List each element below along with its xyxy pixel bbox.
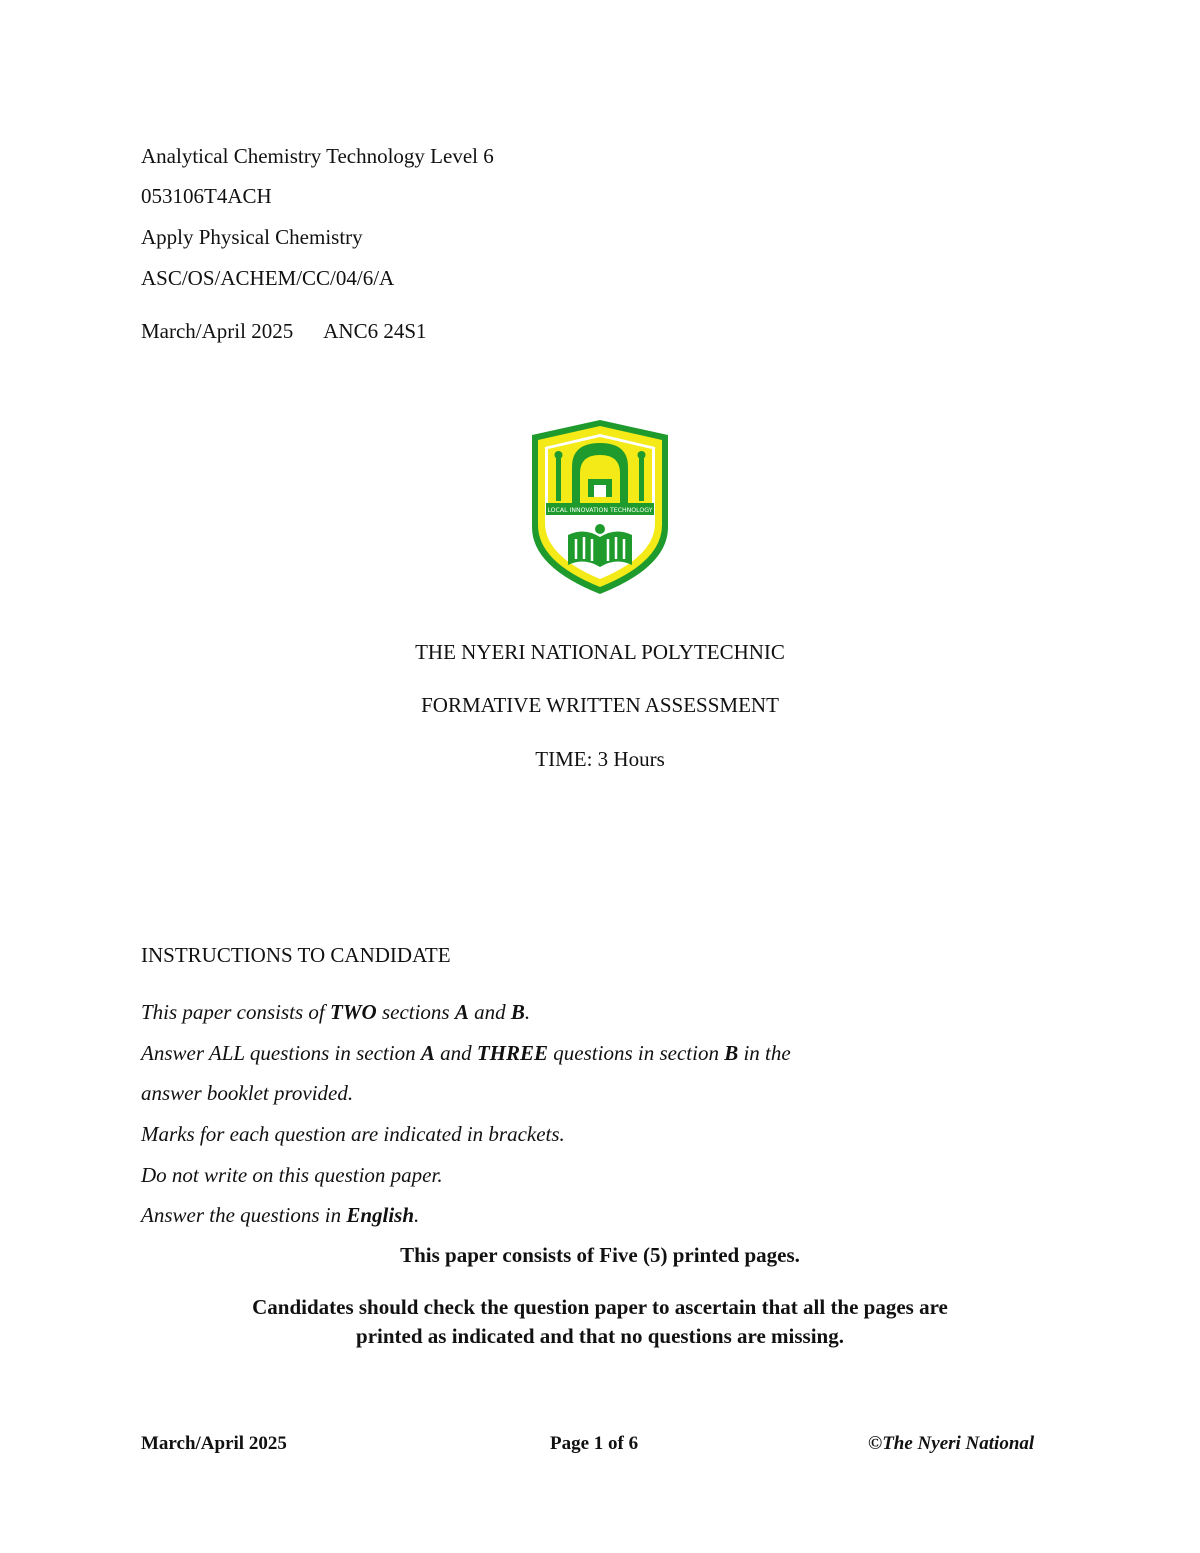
institution-name: THE NYERI NATIONAL POLYTECHNIC	[415, 640, 785, 664]
printed-pages-note: This paper consists of Five (5) printed pages.	[400, 1243, 800, 1267]
footer-session: March/April 2025	[141, 1433, 287, 1454]
session: March/April 2025	[141, 319, 294, 343]
instruction-line-5: Do not write on this question paper.	[141, 1163, 443, 1187]
check-note-line-2: printed as indicated and that no questions are missing.	[356, 1324, 844, 1348]
unit-code: ASC/OS/ACHEM/CC/04/6/A	[141, 266, 395, 290]
course-title: Analytical Chemistry Technology Level 6	[141, 144, 494, 168]
check-note-line-1: Candidates should check the question paper to ascertain that all the pages are	[252, 1295, 948, 1319]
instruction-line-3: answer booklet provided.	[141, 1081, 354, 1105]
footer-page-number: Page 1 of 6	[550, 1433, 639, 1454]
session-line	[141, 318, 427, 344]
class-code: ANC6 24S1	[323, 319, 427, 343]
instruction-line-2: Answer ALL questions in section A and THREE questions in section B in the	[141, 1041, 791, 1065]
exam-duration: TIME: 3 Hours	[535, 747, 665, 771]
instruction-line-4: Marks for each question are indicated in brackets.	[141, 1122, 565, 1146]
course-code: 053106T4ACH	[141, 184, 272, 208]
institution-crest-icon	[528, 417, 672, 597]
assessment-type: FORMATIVE WRITTEN ASSESSMENT	[421, 693, 779, 717]
instruction-line-6: Answer the questions in English.	[141, 1203, 420, 1227]
instructions-heading: INSTRUCTIONS TO CANDIDATE	[141, 943, 451, 967]
crest-ribbon-text: LOCAL INNOVATION TECHNOLOGY	[547, 507, 653, 514]
instruction-line-1: This paper consists of TWO sections A and B.	[141, 1000, 531, 1024]
unit-title: Apply Physical Chemistry	[141, 225, 363, 249]
footer-copyright: ©The Nyeri National	[868, 1433, 1035, 1454]
